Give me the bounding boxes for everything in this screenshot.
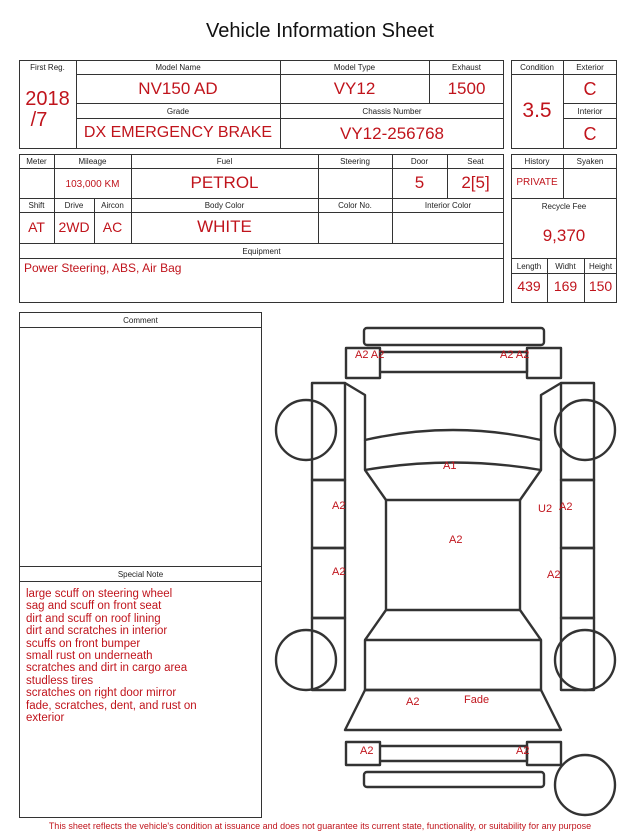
special-notes-list	[26, 588, 226, 724]
door-label: Door	[410, 157, 429, 166]
mileage-label: Mileage	[78, 157, 107, 166]
model-type-label: Model Type	[333, 63, 376, 72]
recycle-fee-label: Recycle Fee	[541, 202, 587, 211]
special-note-item: scuffs on front bumper	[26, 637, 141, 650]
condition-label: Condition	[520, 63, 554, 72]
special-note-item: small rust on underneath	[26, 650, 153, 663]
width-value: 169	[553, 278, 578, 294]
drive-value: 2WD	[58, 219, 90, 235]
sheet-title: Vehicle Information Sheet	[206, 20, 434, 42]
model-type-value: VY12	[333, 79, 376, 98]
drive-label: Drive	[64, 201, 84, 210]
damage-mark-rear-left: A2	[406, 696, 420, 708]
condition-value: 3.5	[522, 99, 552, 122]
exhaust-label: Exhaust	[452, 63, 481, 72]
height-value: 150	[588, 278, 613, 294]
history-value: PRIVATE	[516, 177, 558, 188]
damage-mark-front-left: A2 A2	[355, 349, 385, 361]
special-note-item: large scuff on steering wheel	[26, 588, 173, 600]
damage-mark-roof: A2	[449, 534, 463, 546]
first-reg-month: /7	[30, 109, 48, 131]
door-value: 5	[414, 173, 425, 192]
height-label: Height	[588, 262, 613, 271]
disclaimer-footer: This sheet reflects the vehicle's condition at issuance and does not guarantee its current state, functionality, or suitability for any purpose	[48, 821, 592, 831]
special-note-label: Special Note	[117, 570, 164, 579]
damage-mark-right-front-door-u: U2	[538, 503, 553, 515]
model-name-label: Model Name	[155, 63, 201, 72]
color-no-label: Color No.	[338, 201, 372, 210]
special-note-item: scratches on right door mirror	[26, 687, 177, 700]
body-color-label: Body Color	[204, 201, 245, 210]
comment-label: Comment	[123, 316, 158, 325]
aircon-label: Aircon	[101, 201, 124, 210]
chassis-value: VY12-256768	[340, 124, 444, 143]
equipment-label: Equipment	[242, 247, 281, 256]
length-label: Length	[516, 262, 542, 271]
exterior-label: Exterior	[576, 63, 604, 72]
special-note-item: scratches and dirt in cargo area	[26, 662, 188, 675]
shift-label: Shift	[28, 201, 45, 210]
special-note-item: sag and scuff on front seat	[26, 600, 162, 613]
body-color-value: WHITE	[197, 217, 252, 236]
shift-value: AT	[28, 219, 45, 235]
width-label: Widht	[555, 262, 576, 271]
car-damage-diagram	[270, 320, 635, 820]
damage-mark-rear-fade: Fade	[464, 694, 490, 706]
chassis-label: Chassis Number	[362, 107, 422, 116]
equipment-value: Power Steering, ABS, Air Bag	[24, 261, 182, 275]
special-note-item: dirt and scuff on roof lining	[26, 612, 161, 625]
grade-value: DX EMERGENCY BRAKE	[83, 124, 273, 141]
mileage-value: 103,000 KM	[65, 179, 120, 190]
damage-mark-rear-bumper-left: A2	[360, 745, 374, 757]
special-note-item: dirt and scratches in interior	[26, 625, 168, 638]
fuel-value: PETROL	[190, 173, 259, 192]
exhaust-value: 1500	[447, 79, 486, 98]
special-note-item: studless tires	[26, 674, 94, 687]
damage-mark-left-front-door: A2	[332, 500, 346, 512]
damage-mark-hood: A1	[443, 460, 457, 472]
steering-label: Steering	[340, 157, 370, 166]
seat-label: Seat	[467, 157, 484, 166]
history-label: History	[524, 157, 550, 166]
interior-label: Interior	[577, 107, 603, 116]
damage-mark-right-rear-door: A2	[547, 569, 561, 581]
first-reg-label: First Reg.	[30, 63, 65, 72]
model-name-value: NV150 AD	[138, 79, 218, 98]
damage-mark-left-rear-door: A2	[332, 566, 346, 578]
interior-value: C	[583, 124, 597, 144]
fuel-label: Fuel	[216, 157, 233, 166]
damage-mark-right-front-door-a: A2	[559, 501, 573, 513]
length-value: 439	[517, 278, 541, 294]
grade-label: Grade	[166, 107, 190, 116]
damage-mark-front-right: A2 A2	[500, 349, 530, 361]
aircon-value: AC	[102, 219, 123, 235]
damage-mark-rear-bumper-right: A2	[516, 745, 530, 757]
interior-color-label: Interior Color	[424, 201, 472, 210]
recycle-fee-value: 9,370	[542, 226, 586, 245]
seat-value: 2[5]	[461, 173, 490, 192]
special-note-item: fade, scratches, dent, and rust on exterior	[26, 699, 197, 725]
syaken-label: Syaken	[576, 157, 604, 166]
exterior-value: C	[583, 79, 597, 99]
meter-label: Meter	[26, 157, 47, 166]
comment-box	[19, 312, 262, 818]
first-reg-year: 2018	[25, 88, 70, 110]
